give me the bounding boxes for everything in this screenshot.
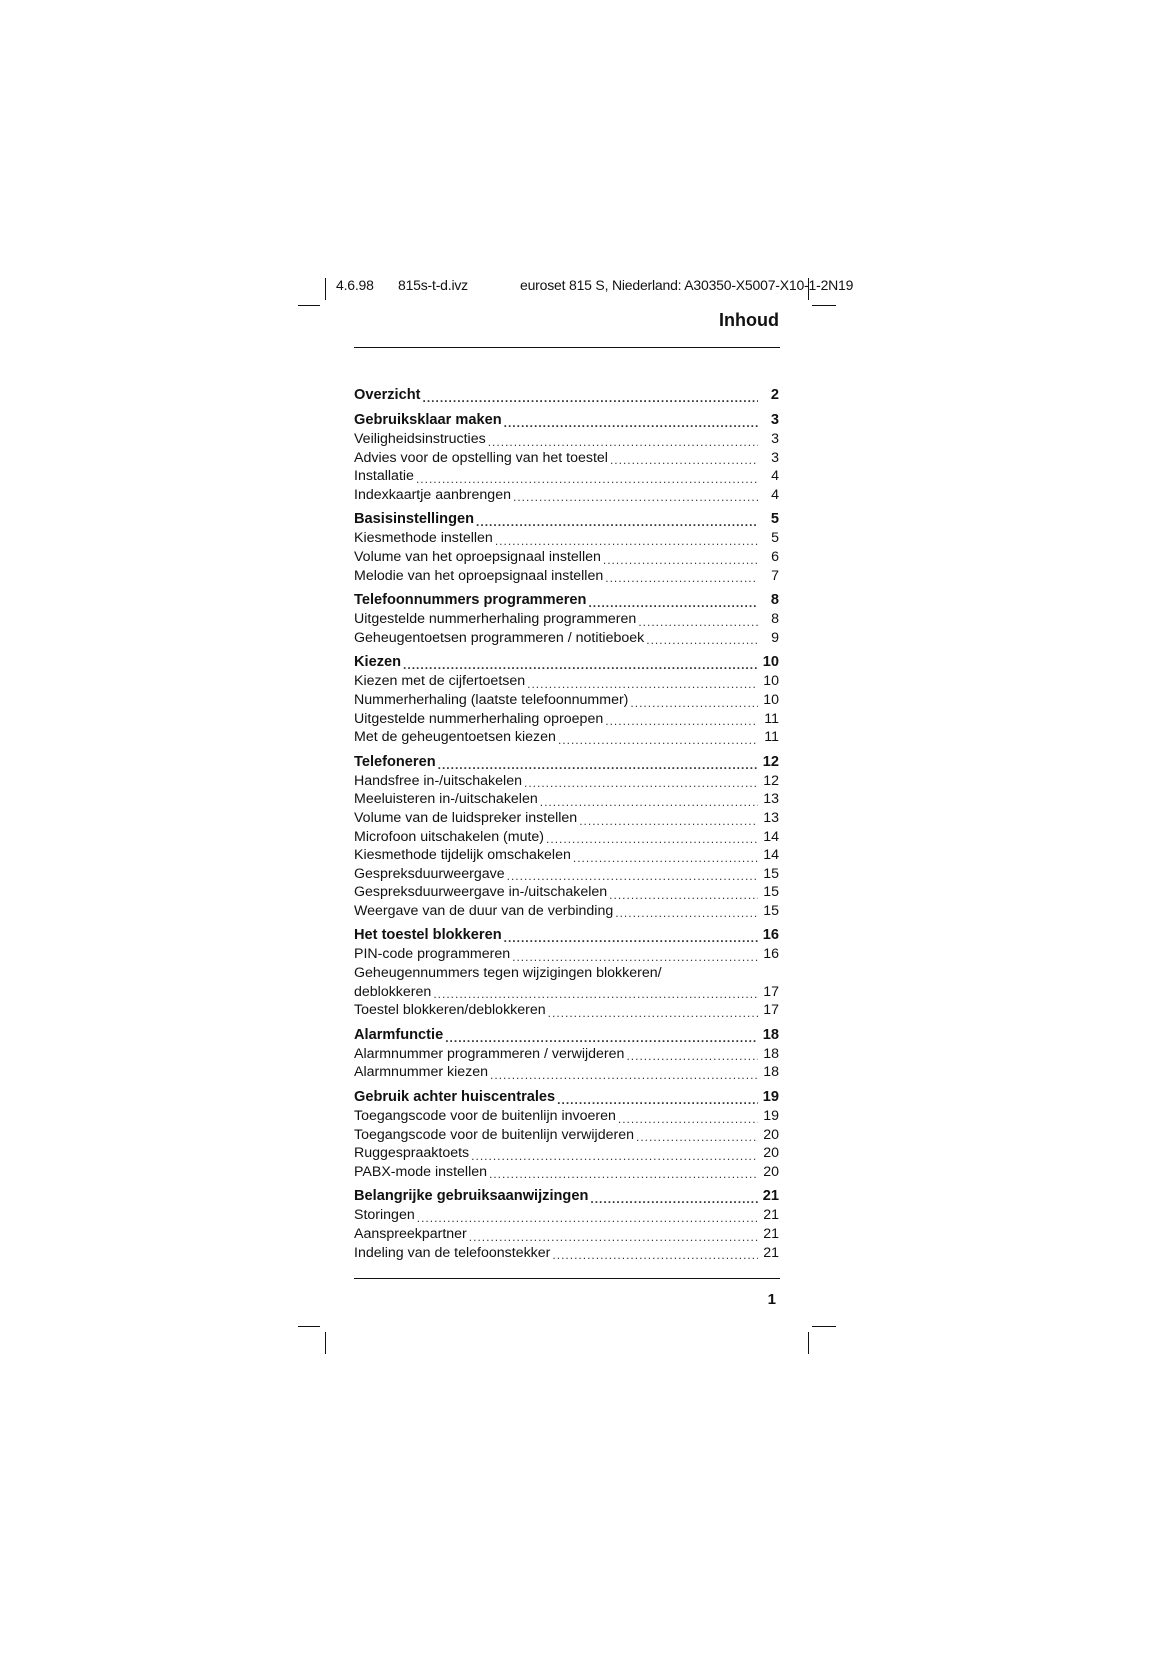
toc-heading[interactable] [354,510,779,529]
toc-entry[interactable] [354,1244,779,1263]
toc-entry-label: Toegangscode voor de buitenlijn invoeren [354,1108,616,1125]
toc-entry-label: Weergave van de duur van de verbinding [354,902,614,919]
toc-entry-page: 16 [762,927,779,944]
toc-entry-page: 19 [763,1108,779,1125]
dot-leader [626,1049,758,1063]
toc-entry-label: Advies voor de opstelling van het toestel [354,449,608,466]
toc-entry-label: Alarmnummer kiezen [354,1064,489,1081]
dot-leader [552,1248,758,1262]
toc-entry-page: 13 [763,791,779,808]
crop-mark-top-right-horizontal [812,305,836,306]
toc-entry-label: Installatie [354,468,414,485]
toc-entry-label: Ruggespraaktoets [354,1145,470,1162]
dot-leader [546,832,758,846]
toc-entry[interactable] [354,790,779,809]
dot-leader [603,553,758,567]
toc-entry-label: Telefoneren [354,753,436,770]
toc-entry-label: Uitgestelde nummerherhaling programmeren [354,611,637,628]
toc-entry[interactable] [354,1126,779,1145]
toc-entry[interactable] [354,945,779,964]
dot-leader [490,1068,758,1082]
header-product-code: euroset 815 S, Niederland: A30350-X5007-X10-1-2N19 [520,277,854,293]
toc-entry-page: 18 [763,1064,779,1081]
dot-leader [423,391,758,405]
footer-rule [354,1278,780,1279]
toc-entry-label: Toestel blokkeren/deblokkeren [354,1002,546,1019]
dot-leader [476,515,758,529]
toc-entry-label: Kiezen met de cijfertoetsen [354,673,526,690]
toc-heading[interactable] [354,926,779,945]
toc-heading[interactable] [354,1187,779,1206]
toc-entry[interactable] [354,1107,779,1126]
header-filename: 815s-t-d.ivz [398,277,468,293]
toc-entry-page: 12 [763,772,779,789]
dot-leader [579,814,758,828]
dot-leader [504,931,758,945]
dot-leader [588,596,758,610]
toc-section [354,411,779,504]
table-of-contents [354,386,779,1268]
toc-entry-page: 21 [762,1188,779,1205]
toc-entry[interactable] [354,1063,779,1082]
dot-leader [489,1167,758,1181]
toc-entry-page: 16 [763,946,779,963]
toc-entry-page: 5 [770,511,779,528]
toc-entry-page: 15 [763,865,779,882]
toc-entry[interactable] [354,672,779,691]
toc-entry[interactable] [354,846,779,865]
toc-entry-label: Het toestel blokkeren [354,927,502,944]
dot-leader [417,1211,758,1225]
crop-mark-bottom-right-horizontal [812,1326,836,1327]
dot-leader [488,435,758,449]
toc-entry-label: Kiezen [354,654,402,671]
dot-leader [469,1230,758,1244]
toc-entry-label: Storingen [354,1207,415,1224]
dot-leader [558,733,758,747]
toc-entry[interactable] [354,964,779,983]
toc-entry-page: 4 [771,486,779,503]
toc-entry-label: Aanspreekpartner [354,1226,467,1242]
toc-entry[interactable] [354,710,779,729]
toc-entry[interactable] [354,1163,779,1182]
toc-section [354,591,779,647]
crop-mark-bottom-left-horizontal [298,1326,320,1327]
toc-entry[interactable] [354,772,779,791]
toc-heading[interactable] [354,411,779,430]
toc-entry-page: 10 [763,673,779,690]
toc-entry-page: 18 [762,1026,779,1043]
toc-entry[interactable] [354,449,779,468]
toc-entry-label: Gespreksduurweergave [354,865,505,882]
toc-entry-label: Indeling van de telefoonstekker [354,1244,551,1261]
toc-entry-label: Indexkaartje aanbrengen [354,486,511,503]
toc-entry[interactable] [354,865,779,884]
print-header [332,277,854,297]
dot-leader [524,776,758,790]
toc-entry-label: Microfoon uitschakelen (mute) [354,828,545,845]
toc-heading[interactable] [354,386,779,405]
toc-entry-label: Geheugennummers tegen wijzigingen blokkeren/ [354,965,662,982]
page-title: Inhoud [719,310,779,330]
toc-entry-page: 20 [763,1163,779,1180]
toc-entry[interactable] [354,548,779,567]
toc-entry[interactable] [354,883,779,902]
toc-entry-label: Geheugentoetsen programmeren / notitieboek [354,629,645,646]
toc-entry-label: Veiligheidsinstructies [354,431,486,447]
dot-leader [646,633,758,647]
dot-leader [573,851,758,865]
toc-entry-label: deblokkeren [354,983,432,1000]
toc-entry-label: Toegangscode voor de buitenlijn verwijderen [354,1126,634,1143]
toc-entry-label: Gespreksduurweergave in-/uitschakelen [354,884,608,901]
toc-entry-label: Belangrijke gebruiksaanwijzingen [354,1188,589,1205]
toc-entry-page: 5 [771,530,779,547]
dot-leader [540,795,758,809]
toc-section [354,1026,779,1082]
toc-entry-label: PABX-mode instellen [354,1163,488,1180]
toc-entry-label: Kiesmethode instellen [354,530,493,547]
toc-entry-page: 17 [763,1002,779,1019]
toc-entry-page: 9 [771,629,779,646]
toc-entry-label: Gebruik achter huiscentrales [354,1089,556,1106]
dot-leader [605,714,758,728]
toc-entry-label: Handsfree in-/uitschakelen [354,772,522,789]
toc-entry[interactable] [354,1225,779,1244]
toc-entry-label: Uitgestelde nummerherhaling oproepen [354,710,604,727]
dot-leader [512,950,758,964]
dot-leader [527,677,758,691]
dot-leader [590,1192,758,1206]
toc-entry-page: 6 [771,548,779,565]
toc-section [354,386,779,405]
toc-entry[interactable] [354,629,779,648]
toc-entry[interactable] [354,1001,779,1020]
toc-entry-label: Volume van de luidspreker instellen [354,809,578,826]
crop-mark-top-left-vertical [325,278,326,300]
toc-entry-page: 7 [771,567,779,584]
toc-section [354,510,779,585]
dot-leader [445,1031,758,1045]
toc-entry-page: 18 [763,1045,779,1062]
title-rule [354,347,780,348]
dot-leader [636,1130,758,1144]
toc-section [354,653,779,746]
toc-entry[interactable] [354,467,779,486]
dot-leader [471,1149,758,1163]
toc-entry-page: 10 [762,654,779,671]
toc-entry-label: Nummerherhaling (laatste telefoonnummer) [354,691,629,708]
dot-leader [438,758,758,772]
dot-leader [507,869,758,883]
toc-entry[interactable] [354,691,779,710]
toc-entry-page: 14 [763,828,779,845]
dot-leader [638,615,758,629]
dot-leader [605,571,758,585]
dot-leader [433,987,758,1001]
toc-entry[interactable] [354,567,779,586]
toc-entry[interactable] [354,486,779,505]
toc-entry-label: Alarmnummer programmeren / verwijderen [354,1045,625,1062]
toc-entry-page: 20 [763,1145,779,1162]
toc-entry-page: 3 [771,449,779,466]
toc-entry[interactable] [354,983,779,1002]
toc-entry[interactable] [354,1144,779,1163]
toc-entry[interactable] [354,728,779,747]
toc-entry-label: PIN-code programmeren [354,946,511,963]
page-number: 1 [767,1291,776,1308]
toc-entry-page: 17 [763,983,779,1000]
dot-leader [548,1006,758,1020]
toc-heading[interactable] [354,1088,779,1107]
toc-entry-page: 12 [762,753,779,770]
crop-mark-bottom-right-vertical [808,1332,809,1354]
toc-entry-page: 11 [764,710,779,727]
crop-mark-bottom-left-vertical [325,1332,326,1354]
toc-entry-label: Meeluisteren in-/uitschakelen [354,791,538,808]
toc-entry-page: 13 [763,809,779,826]
dot-leader [618,1112,758,1126]
toc-entry[interactable] [354,1206,779,1225]
toc-entry-label: Gebruiksklaar maken [354,412,502,428]
toc-section [354,753,779,921]
toc-entry-page: 11 [764,729,779,746]
dot-leader [557,1093,758,1107]
toc-entry[interactable] [354,610,779,629]
dot-leader [513,490,758,504]
dot-leader [403,658,758,672]
toc-entry-page: 2 [770,387,779,403]
toc-heading[interactable] [354,1026,779,1045]
toc-entry[interactable] [354,1045,779,1064]
toc-entry-page: 19 [762,1089,779,1106]
dot-leader [504,416,758,430]
toc-entry-label: Melodie van het oproepsignaal instellen [354,567,604,584]
dot-leader [610,453,758,467]
toc-entry[interactable] [354,430,779,449]
toc-entry-page: 21 [763,1207,779,1224]
dot-leader [615,906,758,920]
dot-leader [495,534,758,548]
dot-leader [630,696,758,710]
toc-entry-page: 3 [771,431,779,447]
toc-heading[interactable] [354,753,779,772]
toc-section [354,1187,779,1262]
toc-entry-page: 8 [770,592,779,609]
toc-entry-page: 20 [763,1126,779,1143]
toc-heading[interactable] [354,653,779,672]
crop-mark-top-left-horizontal [298,305,320,306]
toc-entry[interactable] [354,828,779,847]
toc-entry-page: 3 [770,412,779,428]
toc-entry-label: Basisinstellingen [354,511,475,528]
toc-heading[interactable] [354,591,779,610]
toc-entry[interactable] [354,809,779,828]
toc-entry-label: Met de geheugentoetsen kiezen [354,729,556,746]
toc-entry-page: 10 [763,691,779,708]
toc-entry-page: 4 [771,468,779,485]
toc-section [354,926,779,1019]
toc-entry-page: 21 [763,1244,779,1261]
toc-entry-label: Overzicht [354,387,421,403]
toc-entry-page: 21 [763,1226,779,1242]
toc-entry-page: 14 [763,847,779,864]
toc-entry-label: Kiesmethode tijdelijk omschakelen [354,847,571,864]
toc-entry-page: 15 [763,902,779,919]
header-date: 4.6.98 [336,277,374,293]
dot-leader [609,888,758,902]
toc-entry-label: Volume van het oproepsignaal instellen [354,548,601,565]
toc-entry-page: 15 [763,884,779,901]
toc-entry-label: Alarmfunctie [354,1026,444,1043]
toc-entry-page: 8 [771,611,779,628]
toc-entry[interactable] [354,529,779,548]
dot-leader [416,472,758,486]
toc-entry-label: Telefoonnummers programmeren [354,592,587,609]
toc-section [354,1088,779,1181]
toc-entry[interactable] [354,902,779,921]
